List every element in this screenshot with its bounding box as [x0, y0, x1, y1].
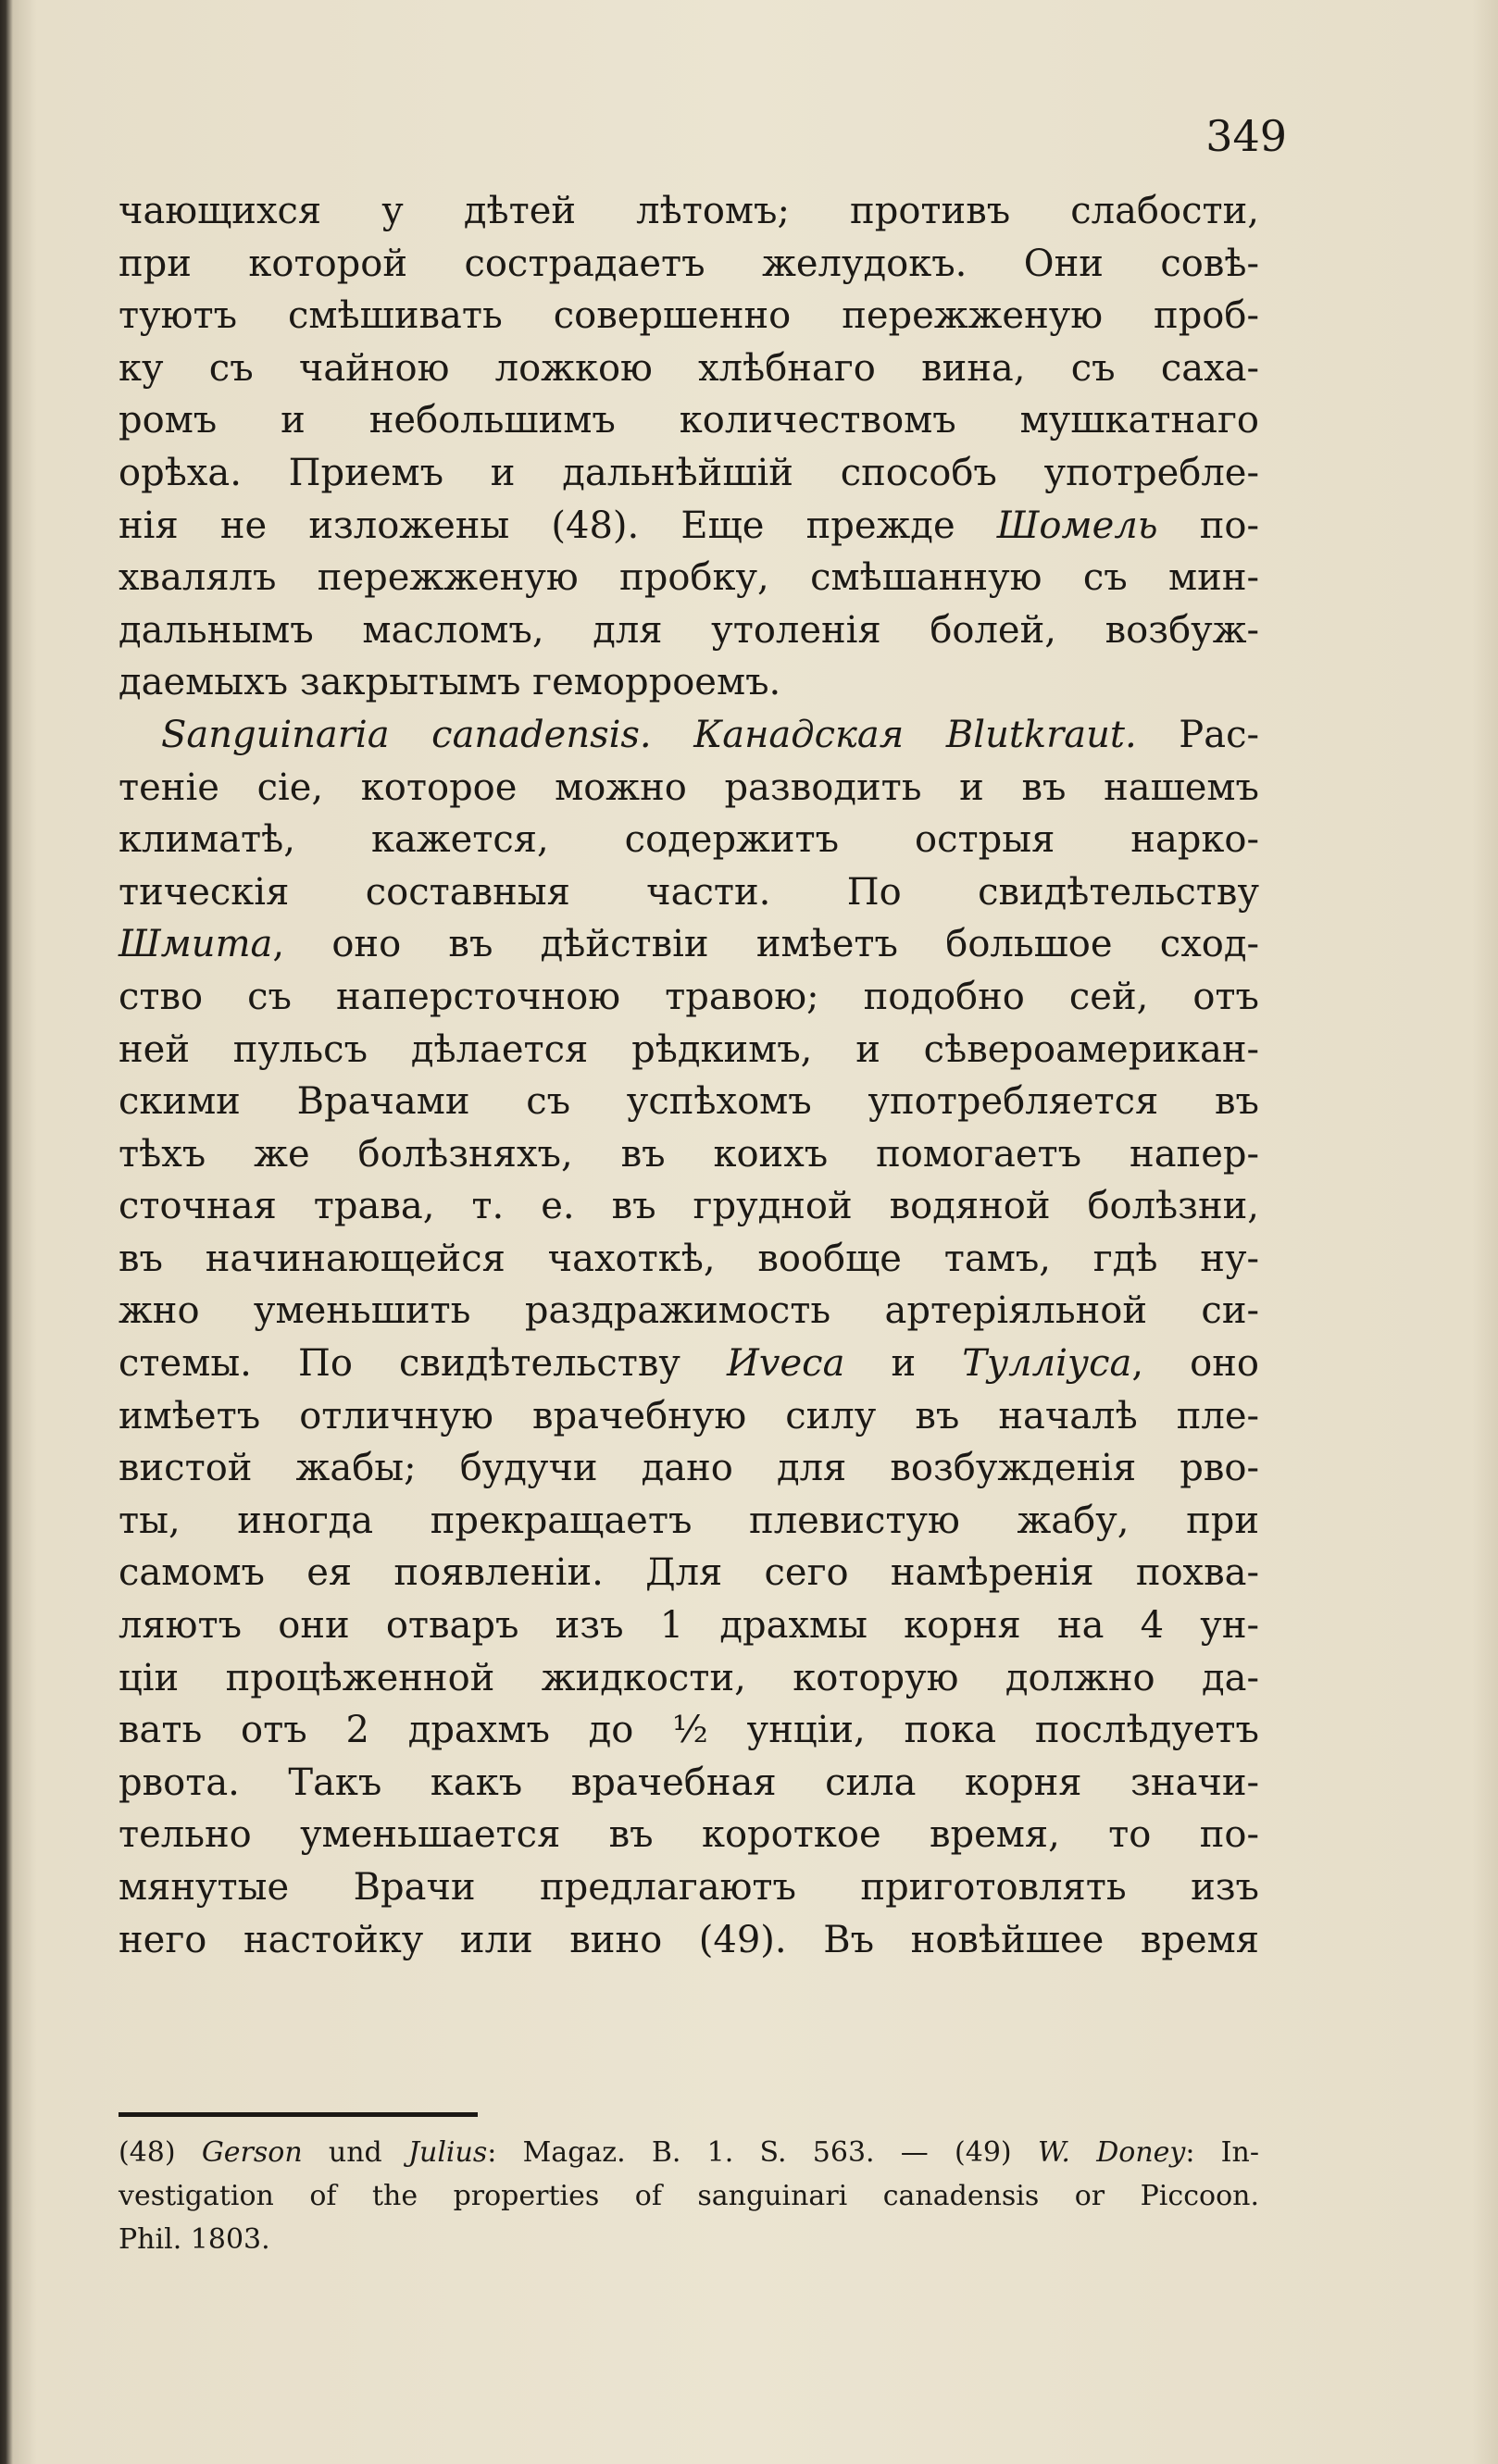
page-number: 349 — [1205, 111, 1287, 161]
text-line: даемыхъ закрытымъ геморроемъ. — [119, 661, 781, 704]
text-line: мянутые Врачи предлагаютъ приготовлять изъ — [119, 1866, 1259, 1909]
text-line: сточная трава, т. е. въ грудной водяной болѣзни, — [119, 1185, 1259, 1228]
text-line: ство съ наперсточною травою; подобно сей, отъ — [119, 975, 1259, 1018]
text-line: орѣха. Приемъ и дальнѣйшій способъ употребле- — [119, 451, 1259, 494]
text-line: тѣхъ же болѣзняхъ, въ коихъ помогаетъ напер- — [119, 1132, 1259, 1176]
text-line: при которой сострадаетъ желудокъ. Они совѣ- — [119, 242, 1259, 285]
author-name: Иveca — [727, 1342, 845, 1386]
text-line: стемы. По свидѣтельству Иveca и Туллiуса, оно — [119, 1342, 1259, 1386]
text-line: жно уменьшить раздражимость артеріяльной си- — [119, 1289, 1259, 1333]
text-line: ромъ и небольшимъ количествомъ мушкатнаго — [119, 399, 1259, 442]
text-line: него настойку или вино (49). Въ новѣйшее время — [119, 1918, 1259, 1961]
text-line: нія не изложены (48). Еще прежде Шомель по- — [119, 504, 1259, 547]
text-line: чающихся у дѣтей лѣтомъ; противъ слабости, — [119, 190, 1259, 232]
text-line: климатѣ, кажется, содержитъ острыя нарко- — [119, 818, 1259, 862]
text-line: тическія составныя части. По свидѣтельству — [119, 870, 1259, 914]
footnote-divider — [119, 2112, 478, 2117]
text-line: ты, иногда прекращаетъ плевистую жабу, при — [119, 1499, 1259, 1542]
author-name: Шомель — [996, 504, 1158, 547]
text-line: вать отъ 2 драхмъ до ½ унціи, пока послѣдуетъ — [119, 1709, 1259, 1752]
text-line: имѣетъ отличную врачебную силу въ началѣ пле- — [119, 1394, 1259, 1437]
body-text — [119, 185, 1259, 1966]
text-line: дальнымъ масломъ, для утоленія болей, возбуж- — [119, 608, 1259, 652]
text-line: ціи процѣженной жидкости, которую должно да- — [119, 1656, 1259, 1699]
text-line: вистой жабы; будучи дано для возбужденія рво- — [119, 1447, 1259, 1490]
text-line: рвота. Такъ какъ врачебная сила корня значи- — [119, 1761, 1259, 1804]
text-line: тельно уменьшается въ короткое время, то по- — [119, 1813, 1259, 1857]
text-line: Шмита, оно въ дѣйствіи имѣетъ большое сход- — [119, 923, 1259, 966]
text-line: ляютъ они отваръ изъ 1 драхмы корня на 4 ун- — [119, 1604, 1259, 1648]
plant-name: Sanguinaria canadensis. Канадская Blutkraut. — [161, 713, 1137, 756]
text-line: скими Врачами съ успѣхомъ употребляется въ — [119, 1080, 1259, 1124]
text-line: самомъ ея появленіи. Для сего намѣренія похва- — [119, 1551, 1259, 1595]
footnote-line: Phil. 1803. — [119, 2223, 270, 2256]
footnote-line: (48) Gerson und Julius: Magaz. B. 1. S. 563. — (49) W. Doney: In- — [119, 2136, 1259, 2169]
text-line: теніе сіе, которое можно разводить и въ нашемъ — [119, 765, 1259, 809]
footnotes — [119, 2131, 1259, 2261]
text-line: Sanguinaria canadensis. Канадская Blutkraut. Рас- — [161, 713, 1259, 756]
author-name: Туллiуса — [962, 1342, 1132, 1386]
text-line: хвалялъ пережженую пробку, смѣшанную съ мин- — [119, 556, 1259, 600]
footnote-line: vestigation of the properties of sanguinari canadensis or Piccoon. — [119, 2180, 1259, 2212]
text-line: ку съ чайною ложкою хлѣбнаго вина, съ саха- — [119, 346, 1259, 390]
text-line: ней пульсъ дѣлается рѣдкимъ, и сѣвероамерикан- — [119, 1027, 1259, 1071]
text-line: туютъ смѣшивать совершенно пережженую проб- — [119, 294, 1259, 338]
author-name: Шмита — [119, 923, 273, 966]
text-line: въ начинающейся чахоткѣ, вообще тамъ, гдѣ ну- — [119, 1237, 1259, 1280]
